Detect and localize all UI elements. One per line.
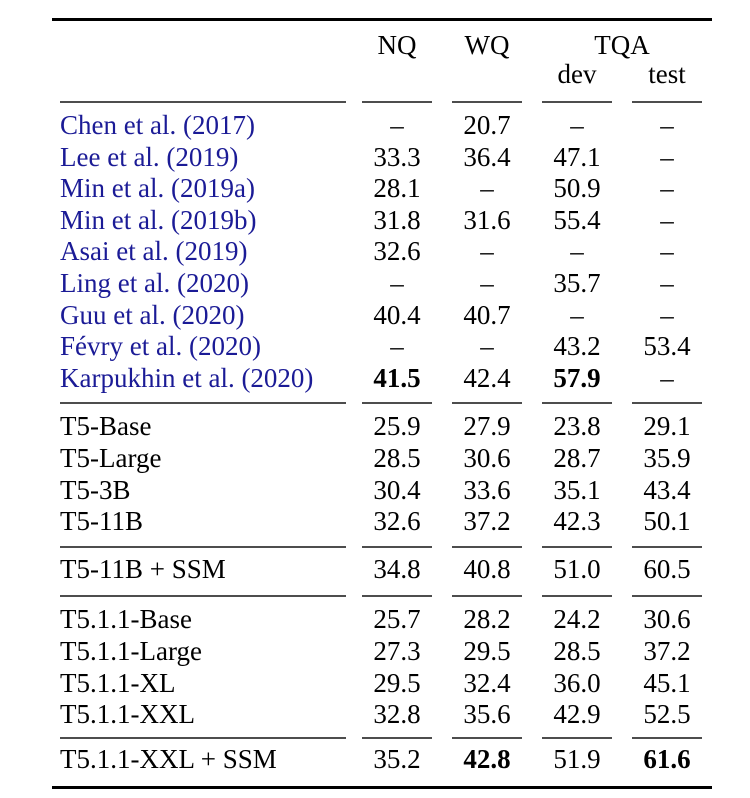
citation-link[interactable]: Févry et al. (2020) <box>60 331 261 362</box>
metric-value: 51.9 <box>553 743 601 774</box>
row-label: T5-11B + SSM <box>60 553 226 584</box>
table-row <box>52 110 712 142</box>
metric-value: – <box>660 204 674 235</box>
metric-value: 36.0 <box>553 667 601 698</box>
row-label: T5-11B <box>60 506 143 537</box>
divider-segment <box>542 595 612 597</box>
row-label: T5.1.1-XL <box>60 667 176 698</box>
table-row <box>52 636 712 668</box>
metric-value: 33.6 <box>463 474 511 505</box>
col-header-tqa: TQA <box>594 30 650 60</box>
metric-value: 35.6 <box>463 699 511 730</box>
citation-link[interactable]: Min et al. (2019a) <box>60 173 255 204</box>
table-row <box>52 236 712 268</box>
metric-value: 28.5 <box>373 442 421 473</box>
metric-value: 25.7 <box>373 604 421 635</box>
metric-value: 27.9 <box>463 411 511 442</box>
metric-value: 37.2 <box>643 635 691 666</box>
divider-segment <box>362 101 432 103</box>
citation-link[interactable]: Karpukhin et al. (2020) <box>60 362 314 393</box>
metric-value: 36.4 <box>463 141 511 172</box>
divider-segment <box>60 737 346 739</box>
table-row <box>52 506 712 538</box>
metric-value: 28.2 <box>463 604 511 635</box>
table-row <box>52 699 712 731</box>
divider-segment <box>60 402 346 404</box>
metric-value: 31.8 <box>373 204 421 235</box>
col-header-tqa-dev: dev <box>557 59 597 89</box>
header-row-main <box>52 31 712 60</box>
row-label: T5.1.1-XXL <box>60 699 195 730</box>
table-row <box>52 554 712 586</box>
metric-value: – <box>660 362 674 393</box>
divider-segment <box>362 595 432 597</box>
divider-segment <box>542 101 612 103</box>
header-row-sub <box>52 60 712 89</box>
metric-value: 51.0 <box>553 553 601 584</box>
table-row <box>52 268 712 300</box>
divider-segment <box>452 737 522 739</box>
metric-value: – <box>570 236 584 267</box>
row-label: T5-Large <box>60 442 162 473</box>
metric-value: – <box>390 331 404 362</box>
metric-value: 29.5 <box>373 667 421 698</box>
results-table <box>52 18 712 789</box>
metric-value: 30.6 <box>643 604 691 635</box>
metric-value: – <box>570 299 584 330</box>
metric-value: 31.6 <box>463 204 511 235</box>
table-row <box>52 411 712 443</box>
table-bottom-rule <box>52 786 712 789</box>
row-label: T5-3B <box>60 474 131 505</box>
metric-value: – <box>660 173 674 204</box>
metric-value: 35.9 <box>643 442 691 473</box>
table-section-t5 <box>52 404 712 545</box>
metric-value: 50.9 <box>553 173 601 204</box>
metric-value: – <box>660 110 674 140</box>
col-header-nq: NQ <box>377 30 417 60</box>
metric-value: 42.9 <box>553 699 601 730</box>
divider-segment <box>632 595 702 597</box>
metric-value: 40.8 <box>463 553 511 584</box>
metric-value: 42.8 <box>463 743 511 774</box>
metric-value: 29.1 <box>643 411 691 442</box>
metric-value: 29.5 <box>463 635 511 666</box>
metric-value: – <box>480 173 494 204</box>
metric-value: 25.9 <box>373 411 421 442</box>
divider-segment <box>632 402 702 404</box>
citation-link[interactable]: Min et al. (2019b) <box>60 204 257 235</box>
metric-value: 30.6 <box>463 442 511 473</box>
col-header-tqa-test: test <box>648 59 686 89</box>
metric-value: 42.3 <box>553 506 601 537</box>
divider-segment <box>60 595 346 597</box>
col-header-wq: WQ <box>464 30 510 60</box>
metric-value: 40.4 <box>373 299 421 330</box>
citation-link[interactable]: Asai et al. (2019) <box>60 236 248 267</box>
metric-value: 32.4 <box>463 667 511 698</box>
divider-segment <box>542 402 612 404</box>
metric-value: 42.4 <box>463 362 511 393</box>
table-row <box>52 668 712 700</box>
divider-segment <box>632 737 702 739</box>
table-header <box>52 21 712 101</box>
divider-segment <box>60 101 346 103</box>
divider-segment <box>542 737 612 739</box>
divider-segment <box>452 595 522 597</box>
citation-link[interactable]: Guu et al. (2020) <box>60 299 245 330</box>
metric-value: – <box>570 110 584 140</box>
metric-value: – <box>660 267 674 298</box>
metric-value: 32.6 <box>373 236 421 267</box>
metric-value: 32.8 <box>373 699 421 730</box>
table-section-prior-work <box>52 103 712 402</box>
metric-value: 37.2 <box>463 506 511 537</box>
metric-value: 34.8 <box>373 553 421 584</box>
table-row <box>52 363 712 395</box>
table-row <box>52 604 712 636</box>
metric-value: 55.4 <box>553 204 601 235</box>
row-label: T5-Base <box>60 411 152 442</box>
metric-value: 27.3 <box>373 635 421 666</box>
metric-value: 53.4 <box>643 331 691 362</box>
table-section-t5-ssm <box>52 548 712 596</box>
table-row <box>52 142 712 174</box>
metric-value: – <box>660 236 674 267</box>
table-row <box>52 173 712 205</box>
metric-value: 43.4 <box>643 474 691 505</box>
table-row <box>52 744 712 776</box>
spacer-cell <box>352 60 442 89</box>
table-row <box>52 475 712 507</box>
metric-value: 50.1 <box>643 506 691 537</box>
row-label: T5.1.1-XXL + SSM <box>60 743 277 774</box>
divider-segment <box>362 546 432 548</box>
divider-segment <box>452 546 522 548</box>
metric-value: 33.3 <box>373 141 421 172</box>
table-row <box>52 443 712 475</box>
metric-value: 28.5 <box>553 635 601 666</box>
divider-segment <box>452 402 522 404</box>
table-row <box>52 331 712 363</box>
metric-value: – <box>480 267 494 298</box>
spacer-cell <box>442 60 532 89</box>
metric-value: 30.4 <box>373 474 421 505</box>
metric-value: 24.2 <box>553 604 601 635</box>
metric-value: 45.1 <box>643 667 691 698</box>
metric-value: 35.7 <box>553 267 601 298</box>
divider-segment <box>632 546 702 548</box>
metric-value: 47.1 <box>553 141 601 172</box>
metric-value: 43.2 <box>553 331 601 362</box>
metric-value: 41.5 <box>373 362 421 393</box>
table-row <box>52 300 712 332</box>
table-row <box>52 205 712 237</box>
metric-value: 35.1 <box>553 474 601 505</box>
row-label: T5.1.1-Base <box>60 604 192 635</box>
divider-segment <box>452 101 522 103</box>
citation-link[interactable]: Ling et al. (2020) <box>60 267 249 298</box>
metric-value: – <box>660 141 674 172</box>
spacer-cell <box>52 60 352 89</box>
metric-value: 52.5 <box>643 699 691 730</box>
divider-segment <box>632 101 702 103</box>
metric-value: 20.7 <box>463 110 511 140</box>
table-section-t5-1-1 <box>52 597 712 736</box>
metric-value: – <box>390 110 404 140</box>
citation-link[interactable]: Lee et al. (2019) <box>60 141 239 172</box>
table-section-t5-1-1-ssm <box>52 739 712 787</box>
metric-value: 40.7 <box>463 299 511 330</box>
metric-value: 28.7 <box>553 442 601 473</box>
divider-segment <box>542 546 612 548</box>
metric-value: 35.2 <box>373 743 421 774</box>
metric-value: 32.6 <box>373 506 421 537</box>
divider-segment <box>60 546 346 548</box>
divider-segment <box>362 737 432 739</box>
metric-value: – <box>390 267 404 298</box>
divider-segment <box>362 402 432 404</box>
metric-value: 23.8 <box>553 411 601 442</box>
metric-value: 60.5 <box>643 553 691 584</box>
metric-value: – <box>480 331 494 362</box>
citation-link[interactable]: Chen et al. (2017) <box>60 110 255 140</box>
metric-value: – <box>660 299 674 330</box>
spacer-cell <box>52 31 352 60</box>
metric-value: – <box>480 236 494 267</box>
metric-value: 57.9 <box>553 362 601 393</box>
metric-value: 28.1 <box>373 173 421 204</box>
metric-value: 61.6 <box>643 743 691 774</box>
row-label: T5.1.1-Large <box>60 635 202 666</box>
